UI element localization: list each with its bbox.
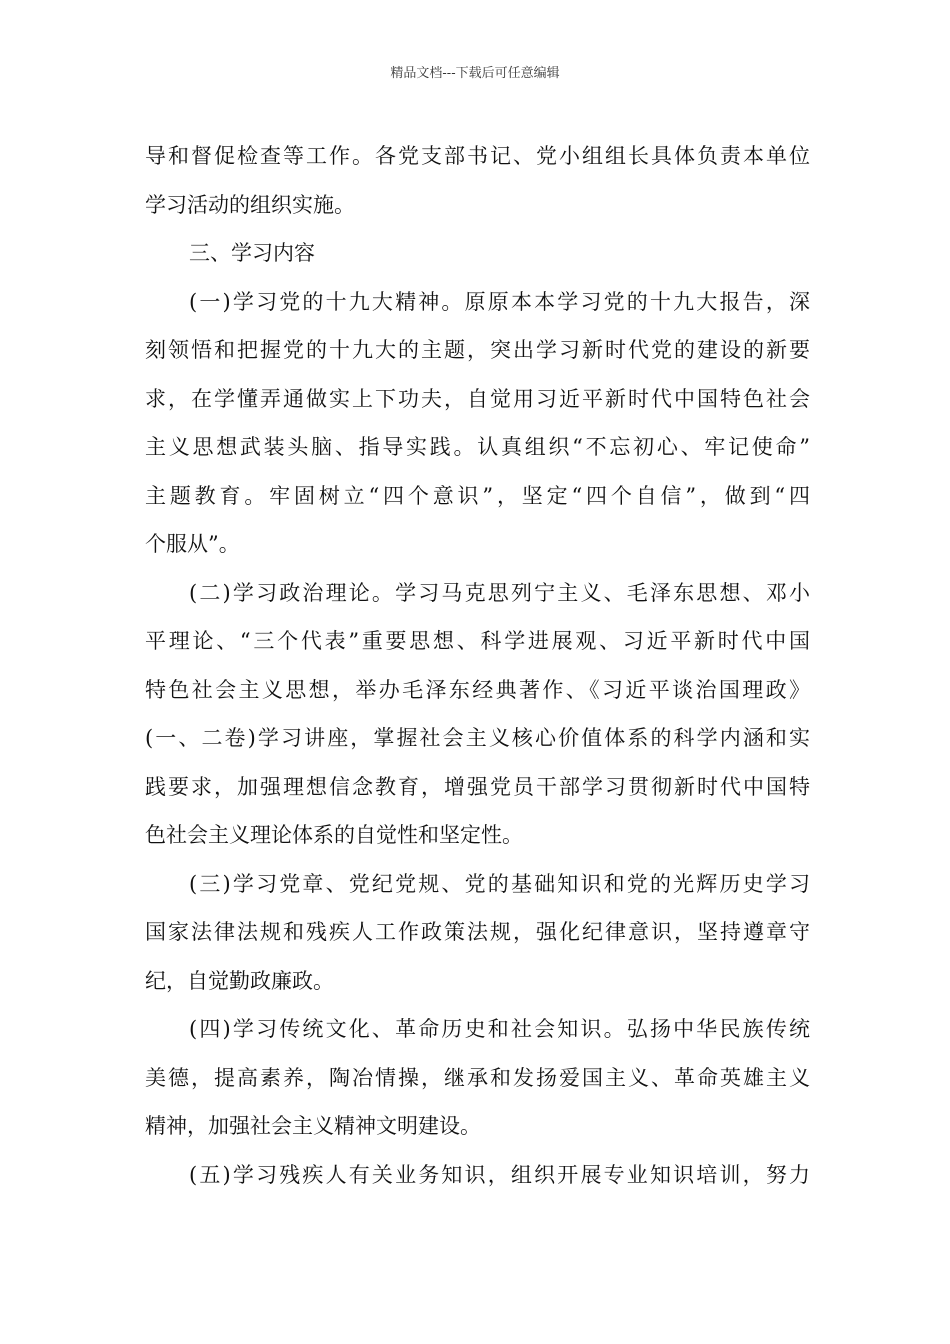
text-line: (二)学习政治理论。学习马克思列宁主义、毛泽东思想、邓小 <box>189 580 810 605</box>
text-line: 个服从”。 <box>145 532 240 556</box>
text-line: 色社会主义理论体系的自觉性和坚定性。 <box>145 823 523 847</box>
text-line: 导和督促检查等工作。各党支部书记、党小组组长具体负责本单位 <box>145 144 810 168</box>
text-line: (一、二卷)学习讲座，掌握社会主义核心价值体系的科学内涵和实 <box>145 726 810 750</box>
document-body <box>145 132 810 1199</box>
text-line: 纪，自觉勤政廉政。 <box>145 968 334 993</box>
text-line: 刻领悟和把握党的十九大的主题，突出学习新时代党的建设的新要 <box>145 338 810 362</box>
section-heading: 三、学习内容 <box>189 241 315 265</box>
text-line: 特色社会主义思想，举办毛泽东经典著作、《习近平谈治国理政》 <box>145 677 810 702</box>
text-line: (四)学习传统文化、革命历史和社会知识。弘扬中华民族传统 <box>189 1017 810 1041</box>
text-line: 精神，加强社会主义精神文明建设。 <box>145 1114 481 1138</box>
text-line: 平理论、“三个代表”重要思想、科学进展观、习近平新时代中国 <box>145 629 810 653</box>
text-line: (一)学习党的十九大精神。原原本本学习党的十九大报告，深 <box>189 289 810 314</box>
text-line: 学习活动的组织实施。 <box>145 192 355 217</box>
text-line: (五)学习残疾人有关业务知识，组织开展专业知识培训，努力 <box>189 1162 810 1187</box>
text-line: 主题教育。牢固树立“四个意识”，坚定“四个自信”，做到“四 <box>145 483 810 508</box>
text-line: 美德，提高素养，陶冶情操，继承和发扬爱国主义、革命英雄主义 <box>145 1065 810 1090</box>
text-line: (三)学习党章、党纪党规、党的基础知识和党的光辉历史学习 <box>189 871 810 896</box>
text-line: 国家法律法规和残疾人工作政策法规，强化纪律意识，坚持遵章守 <box>145 920 810 944</box>
text-line: 践要求，加强理想信念教育，增强党员干部学习贯彻新时代中国特 <box>145 774 810 799</box>
text-line: 主义思想武装头脑、指导实践。认真组织“不忘初心、牢记使命” <box>145 435 810 459</box>
text-line: 求，在学懂弄通做实上下功夫，自觉用习近平新时代中国特色社会 <box>145 386 810 411</box>
page-header: 精品文档---下载后可任意编辑 <box>390 66 560 81</box>
